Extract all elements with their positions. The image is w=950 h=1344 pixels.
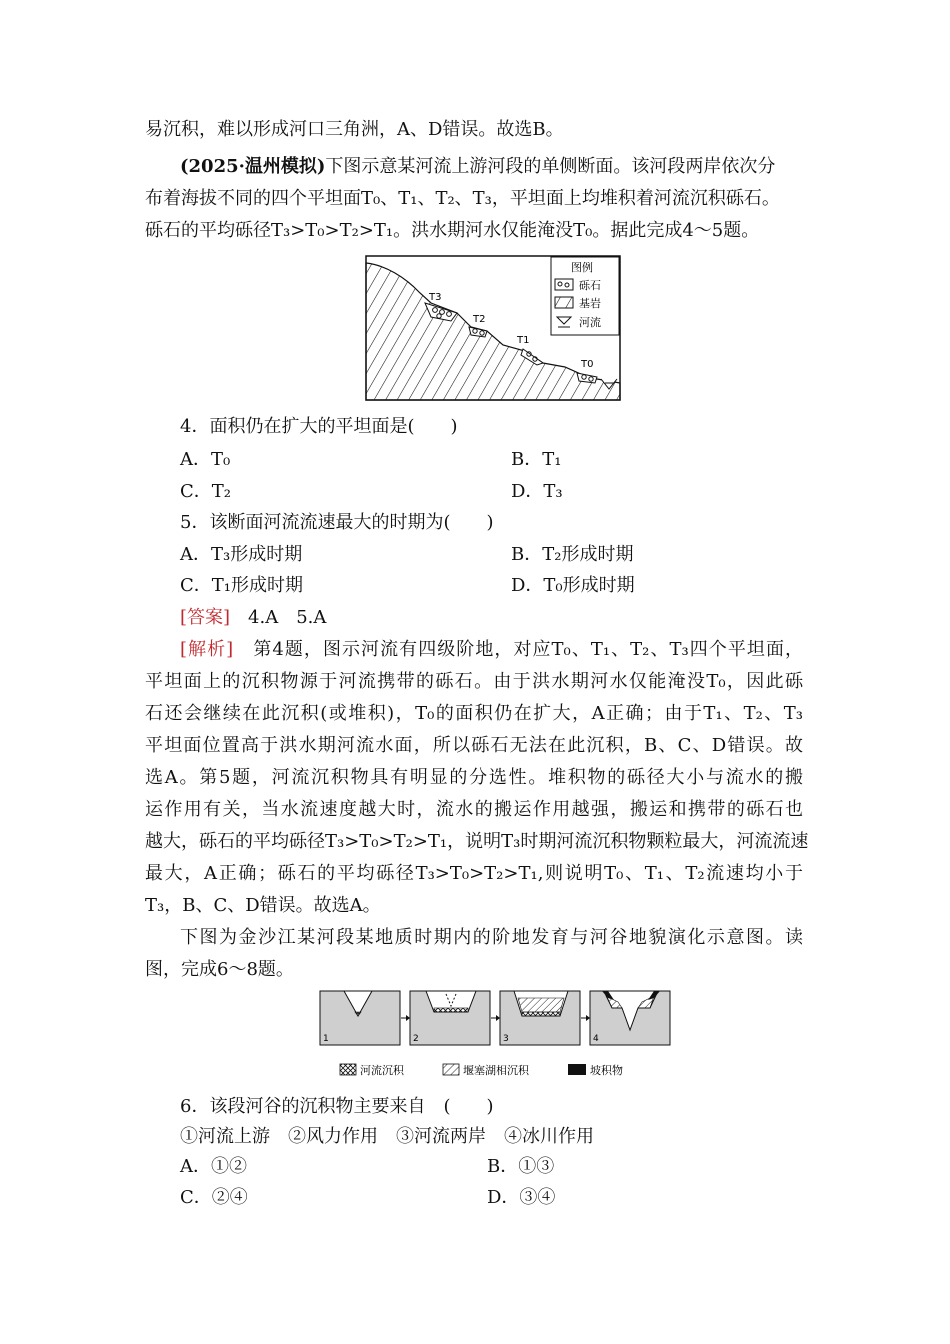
stage-4-panel [590, 991, 670, 1045]
legend-slope-deposit: 坡积物 [590, 1064, 623, 1077]
analysis-line-4: 平坦面位置高于洪水期河流水面，所以砾石无法在此沉积，B、C、D错误。故 [145, 735, 803, 756]
legend-river-deposit: 河流沉积 [360, 1064, 404, 1077]
legend-river: 河流 [579, 316, 601, 329]
river-section-figure [365, 255, 621, 401]
intro2-line-2: 图，完成6～8题。 [145, 959, 294, 980]
intro-line-1 [180, 155, 803, 179]
intro-line-2: 布着海拔不同的四个平坦面T₀、T₁、T₂、T₃，平坦面上均堆积着河流沉积砾石。 [145, 188, 780, 209]
q4-option-c[interactable]: C．T₂ [180, 481, 231, 502]
q4-option-a[interactable]: A．T₀ [180, 449, 231, 470]
q5-option-b[interactable]: B．T₂形成时期 [511, 544, 634, 565]
label-t3: T3 [429, 292, 442, 303]
label-t1: T1 [517, 335, 530, 346]
q6-option-b[interactable]: B．①③ [487, 1156, 555, 1177]
analysis-label: [解析] [180, 639, 234, 660]
stage-4-number: 4 [593, 1034, 599, 1044]
label-t2: T2 [473, 314, 486, 325]
answer-label: [答案] [180, 607, 231, 628]
source-tag: (2025·温州模拟) [180, 156, 326, 177]
label-t0: T0 [581, 359, 594, 370]
analysis-line-7: 越大，砾石的平均砾径T₃>T₀>T₂>T₁，说明T₃时期河流沉积物颗粒最大，河流流速 [145, 831, 809, 852]
q4-option-d[interactable]: D．T₃ [511, 481, 563, 502]
q6-option-d[interactable]: D．③④ [487, 1187, 556, 1208]
q5-option-a[interactable]: A．T₃形成时期 [180, 544, 303, 565]
legend-bedrock: 基岩 [579, 297, 601, 310]
intro2-line-1: 下图为金沙江某河段某地质时期内的阶地发育与河谷地貌演化示意图。读 [180, 927, 803, 948]
analysis-line-5: 选A。第5题，河流沉积物具有明显的分选性。堆积物的砾径大小与流水的搬 [145, 767, 803, 788]
legend-title: 图例 [571, 261, 593, 274]
legend-lake-deposit: 堰塞湖相沉积 [463, 1064, 529, 1077]
analysis-line-8: 最大，A正确；砾石的平均砾径T₃>T₀>T₂>T₁,则说明T₀、T₁、T₂流速均小于 [145, 863, 803, 884]
answer-text: 4.A 5.A [248, 607, 327, 628]
q5-stem: 5．该断面河流流速最大的时期为( ) [180, 512, 494, 533]
stage-1-panel [320, 991, 400, 1045]
analysis-text-1: 第4题，图示河流有四级阶地，对应T₀、T₁、T₂、T₃四个平坦面， [253, 639, 804, 660]
q4-stem: 4．面积仍在扩大的平坦面是( ) [180, 416, 458, 437]
analysis-line-6: 运作用有关，当水流速度越大时，流水的搬运作用越强，搬运和携带的砾石也 [145, 799, 803, 820]
analysis-line-9: T₃，B、C、D错误。故选A。 [145, 895, 381, 916]
analysis-line-2: 平坦面上的沉积物源于河流携带的砾石。由于洪水期河水仅能淹没T₀，因此砾 [145, 671, 803, 692]
stage-2-panel [410, 991, 490, 1045]
stage-3-number: 3 [503, 1034, 509, 1044]
q6-items: ①河流上游 ②风力作用 ③河流两岸 ④冰川作用 [180, 1126, 594, 1147]
q6-option-c[interactable]: C．②④ [180, 1187, 248, 1208]
paragraph-continuation: 易沉积，难以形成河口三角洲，A、D错误。故选B。 [145, 119, 564, 140]
q6-stem: 6．该段河谷的沉积物主要来自 ( ) [180, 1096, 494, 1117]
stage-1-number: 1 [323, 1034, 329, 1044]
analysis-line-1 [180, 638, 803, 662]
intro-text-1: 下图示意某河流上游河段的单侧断面。该河段两岸依次分 [325, 156, 776, 177]
q5-option-c[interactable]: C．T₁形成时期 [180, 575, 303, 596]
analysis-line-3: 石还会继续在此沉积(或堆积)，T₀的面积仍在扩大，A正确；由于T₁、T₂、T₃ [145, 703, 803, 724]
q6-option-a[interactable]: A．①② [180, 1156, 247, 1177]
legend-gravel: 砾石 [579, 279, 601, 292]
intro-line-3: 砾石的平均砾径T₃>T₀>T₂>T₁。洪水期河水仅能淹没T₀。据此完成4～5题。 [145, 220, 760, 241]
stage-3-panel [500, 991, 580, 1045]
answer-line [180, 606, 326, 630]
q4-option-b[interactable]: B．T₁ [511, 449, 562, 470]
fig2-legend [340, 1063, 623, 1077]
valley-evolution-figure [318, 988, 676, 1084]
stage-2-number: 2 [413, 1034, 419, 1044]
q5-option-d[interactable]: D．T₀形成时期 [511, 575, 635, 596]
